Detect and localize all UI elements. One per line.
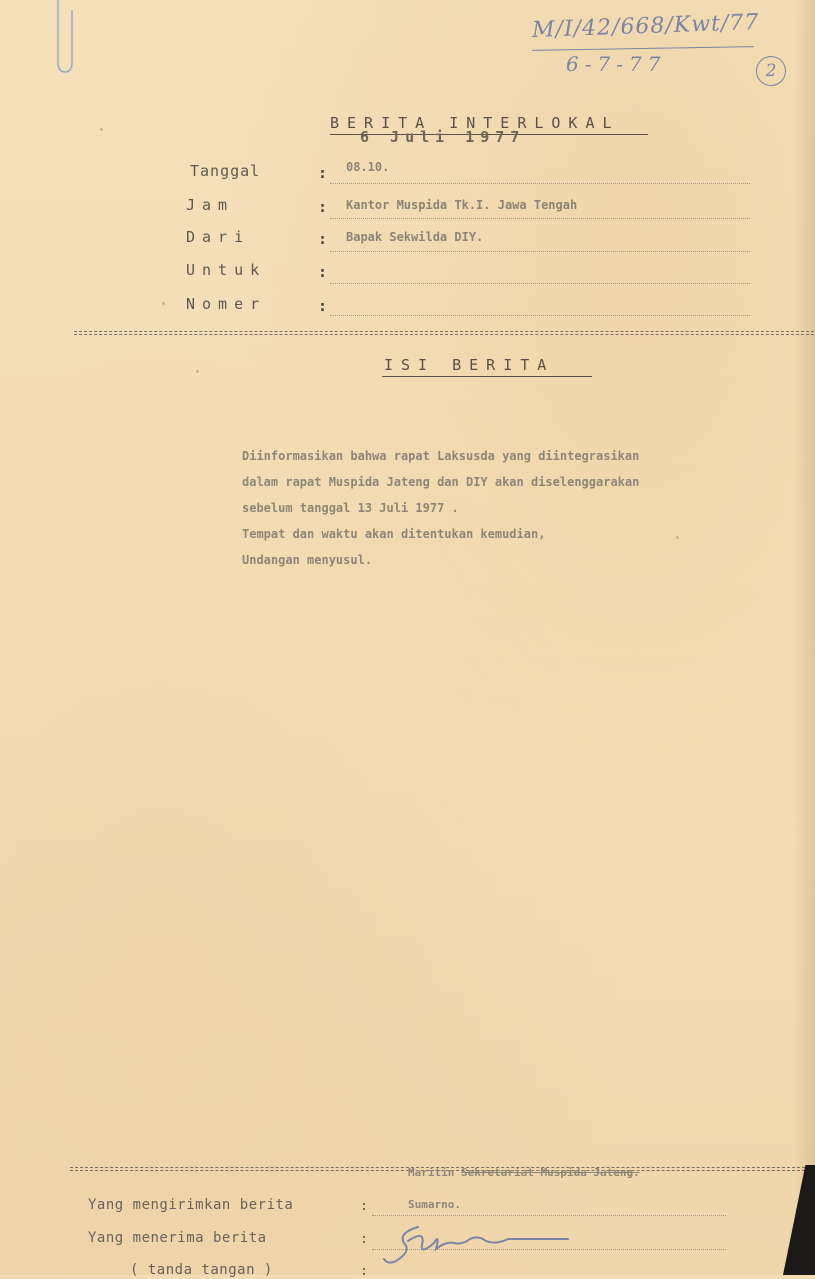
section-underline [382, 376, 592, 377]
handwritten-underline [532, 46, 754, 51]
footer-colon: : [360, 1232, 368, 1247]
paper-speck [162, 302, 165, 305]
field-label-nomer: Nomer [186, 295, 267, 313]
field-label-tanggal: Tanggal [190, 162, 261, 180]
sender-label: Yang mengirimkan berita [88, 1197, 294, 1213]
field-colon: : [318, 230, 328, 248]
paper-speck [676, 536, 679, 539]
field-colon: : [318, 198, 328, 216]
field-dotline [330, 183, 750, 184]
handwritten-date: 6-7-77 [566, 52, 667, 76]
footer-colon: : [360, 1199, 368, 1214]
sender-organization [408, 1166, 640, 1179]
receiver-label: Yang menerima berita [88, 1230, 267, 1246]
footer-colon: : [360, 1264, 368, 1279]
field-value-dari: Bapak Sekwilda DIY. [346, 230, 484, 244]
message-body [242, 443, 722, 573]
field-label-dari: Dari [186, 228, 251, 246]
section-heading: ISI BERITA [384, 356, 555, 374]
sender-organization-prefix: Maritin [408, 1166, 455, 1179]
field-dotline [330, 315, 750, 316]
document-title: BERITA INTERLOKAL [330, 114, 620, 132]
sender-name: Sumarno. [408, 1198, 461, 1211]
paper-speck [196, 370, 199, 373]
field-label-untuk: Untuk [186, 261, 267, 279]
field-value-jam: Kantor Muspida Tk.I. Jawa Tengah [346, 198, 578, 212]
sender-organization-struck: Sekretariat Muspida Jateng. [460, 1166, 640, 1179]
message-line: Diinformasikan bahwa rapat Laksusda yang diintegrasikan [242, 449, 640, 463]
message-line: dalam rapat Muspida Jateng dan DIY akan diselenggarakan [242, 475, 640, 489]
field-label-jam: Jam [186, 196, 235, 214]
page-number: 2 [756, 56, 786, 86]
field-colon: : [318, 164, 328, 182]
message-line: Undangan menyusul. [242, 553, 373, 567]
receiver-signature [378, 1215, 578, 1267]
document-date: 6 Juli 1977 [360, 128, 526, 146]
field-value-tanggal: 08.10. [346, 160, 390, 174]
message-line: Tempat dan waktu akan ditentukan kemudian, [242, 527, 546, 541]
field-dotline [330, 218, 750, 219]
header-divider [74, 331, 814, 335]
signature-label: ( tanda tangan ) [130, 1262, 273, 1278]
paper-speck [100, 128, 103, 131]
field-colon: : [318, 263, 328, 281]
field-dotline [330, 251, 750, 252]
message-line: sebelum tanggal 13 Juli 1977 . [242, 501, 459, 515]
field-dotline [330, 283, 750, 284]
handwritten-reference: M/I/42/668/Kwt/77 [531, 10, 760, 43]
paper-clip-icon [50, 0, 80, 76]
page-edge-shadow [793, 0, 815, 1275]
field-colon: : [318, 297, 328, 315]
